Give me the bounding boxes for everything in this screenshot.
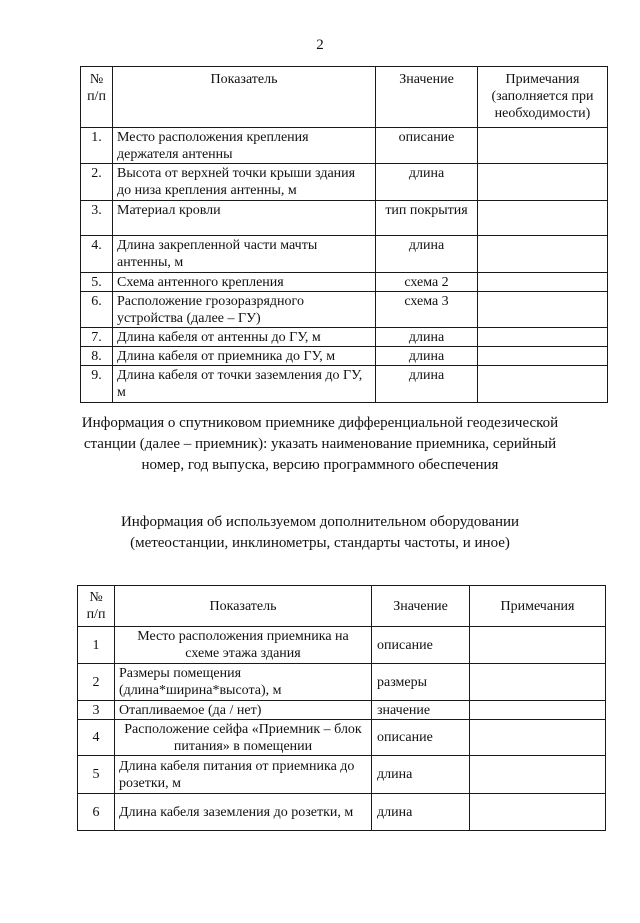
row-indicator: Место расположения крепления держателя антенны <box>113 128 376 164</box>
table-row <box>81 273 608 292</box>
row-value: схема 3 <box>376 292 478 328</box>
row-notes <box>478 201 608 236</box>
table-row <box>78 756 606 794</box>
row-notes <box>470 701 606 720</box>
table-row <box>81 366 608 403</box>
row-indicator: Длина закрепленной части мачты антенны, м <box>113 236 376 273</box>
row-notes <box>478 128 608 164</box>
table-row <box>81 328 608 347</box>
table-row <box>81 236 608 273</box>
row-num: 4 <box>78 720 115 756</box>
header-notes: Примечания <box>470 586 606 627</box>
table-row <box>81 292 608 328</box>
table-row <box>81 128 608 164</box>
row-num: 3. <box>81 201 113 236</box>
table-row <box>78 664 606 701</box>
row-notes <box>478 292 608 328</box>
row-indicator: Длина кабеля от приемника до ГУ, м <box>113 347 376 366</box>
row-value: длина <box>372 756 470 794</box>
header-num: № п/п <box>81 67 113 128</box>
row-indicator: Длина кабеля заземления до розетки, м <box>115 794 372 831</box>
equipment-info-paragraph <box>60 512 580 554</box>
row-indicator: Длина кабеля от точки заземления до ГУ, м <box>113 366 376 403</box>
row-notes <box>478 236 608 273</box>
row-indicator: Отапливаемое (да / нет) <box>115 701 372 720</box>
row-num: 4. <box>81 236 113 273</box>
row-value: схема 2 <box>376 273 478 292</box>
row-value: описание <box>372 720 470 756</box>
row-value: длина <box>376 366 478 403</box>
row-num: 1. <box>81 128 113 164</box>
row-notes <box>470 627 606 664</box>
row-num: 8. <box>81 347 113 366</box>
row-notes <box>470 756 606 794</box>
row-indicator: Высота от верхней точки крыши здания до низа крепления антенны, м <box>113 164 376 201</box>
header-value: Значение <box>376 67 478 128</box>
table-row <box>78 720 606 756</box>
header-notes: Примечания (заполняется при необходимости) <box>478 67 608 128</box>
row-indicator: Длина кабеля питания от приемника до розетки, м <box>115 756 372 794</box>
table-row <box>78 627 606 664</box>
row-indicator: Размеры помещения (длина*ширина*высота), м <box>115 664 372 701</box>
receiver-info-line: номер, год выпуска, версию программного обеспечения <box>141 457 499 473</box>
row-num: 6. <box>81 292 113 328</box>
row-notes <box>470 794 606 831</box>
receiver-parameters-table <box>77 585 606 831</box>
row-num: 1 <box>78 627 115 664</box>
row-value: длина <box>376 328 478 347</box>
table-row <box>78 794 606 831</box>
row-value: размеры <box>372 664 470 701</box>
antenna-parameters-table <box>80 66 608 403</box>
row-indicator: Длина кабеля от антенны до ГУ, м <box>113 328 376 347</box>
row-indicator: Материал кровли <box>113 201 376 236</box>
table-row <box>81 347 608 366</box>
table-header-row <box>78 586 606 627</box>
row-value: длина <box>372 794 470 831</box>
row-notes <box>478 328 608 347</box>
row-indicator: Расположение грозоразрядного устройства (далее – ГУ) <box>113 292 376 328</box>
row-num: 5. <box>81 273 113 292</box>
row-notes <box>478 164 608 201</box>
row-num: 9. <box>81 366 113 403</box>
row-indicator: Расположение сейфа «Приемник – блок питания» в помещении <box>115 720 372 756</box>
row-value: описание <box>376 128 478 164</box>
receiver-info-paragraph <box>60 413 580 476</box>
row-indicator: Схема антенного крепления <box>113 273 376 292</box>
row-notes <box>478 273 608 292</box>
row-num: 5 <box>78 756 115 794</box>
row-indicator: Место расположения приемника на схеме этажа здания <box>115 627 372 664</box>
table-row <box>78 701 606 720</box>
row-value: значение <box>372 701 470 720</box>
receiver-info-line: станции (далее – приемник): указать наименование приемника, серийный <box>83 436 557 452</box>
row-notes <box>478 366 608 403</box>
table-row <box>81 164 608 201</box>
row-num: 6 <box>78 794 115 831</box>
equipment-info-line: Информация об используемом дополнительном оборудовании <box>120 514 520 530</box>
table-header-row <box>81 67 608 128</box>
page-number: 2 <box>316 37 324 53</box>
row-num: 2 <box>78 664 115 701</box>
row-value: тип покрытия <box>376 201 478 236</box>
row-num: 3 <box>78 701 115 720</box>
header-num: № п/п <box>78 586 115 627</box>
row-value: длина <box>376 347 478 366</box>
header-value: Значение <box>372 586 470 627</box>
row-value: длина <box>376 164 478 201</box>
table-row <box>81 201 608 236</box>
row-notes <box>470 664 606 701</box>
row-notes <box>478 347 608 366</box>
row-num: 2. <box>81 164 113 201</box>
row-value: описание <box>372 627 470 664</box>
row-notes <box>470 720 606 756</box>
header-indicator: Показатель <box>113 67 376 128</box>
equipment-info-line: (метеостанции, инклинометры, стандарты частоты, и иное) <box>130 535 510 551</box>
receiver-info-line: Информация о спутниковом приемнике дифференциальной геодезической <box>81 415 559 431</box>
header-indicator: Показатель <box>115 586 372 627</box>
row-value: длина <box>376 236 478 273</box>
row-num: 7. <box>81 328 113 347</box>
